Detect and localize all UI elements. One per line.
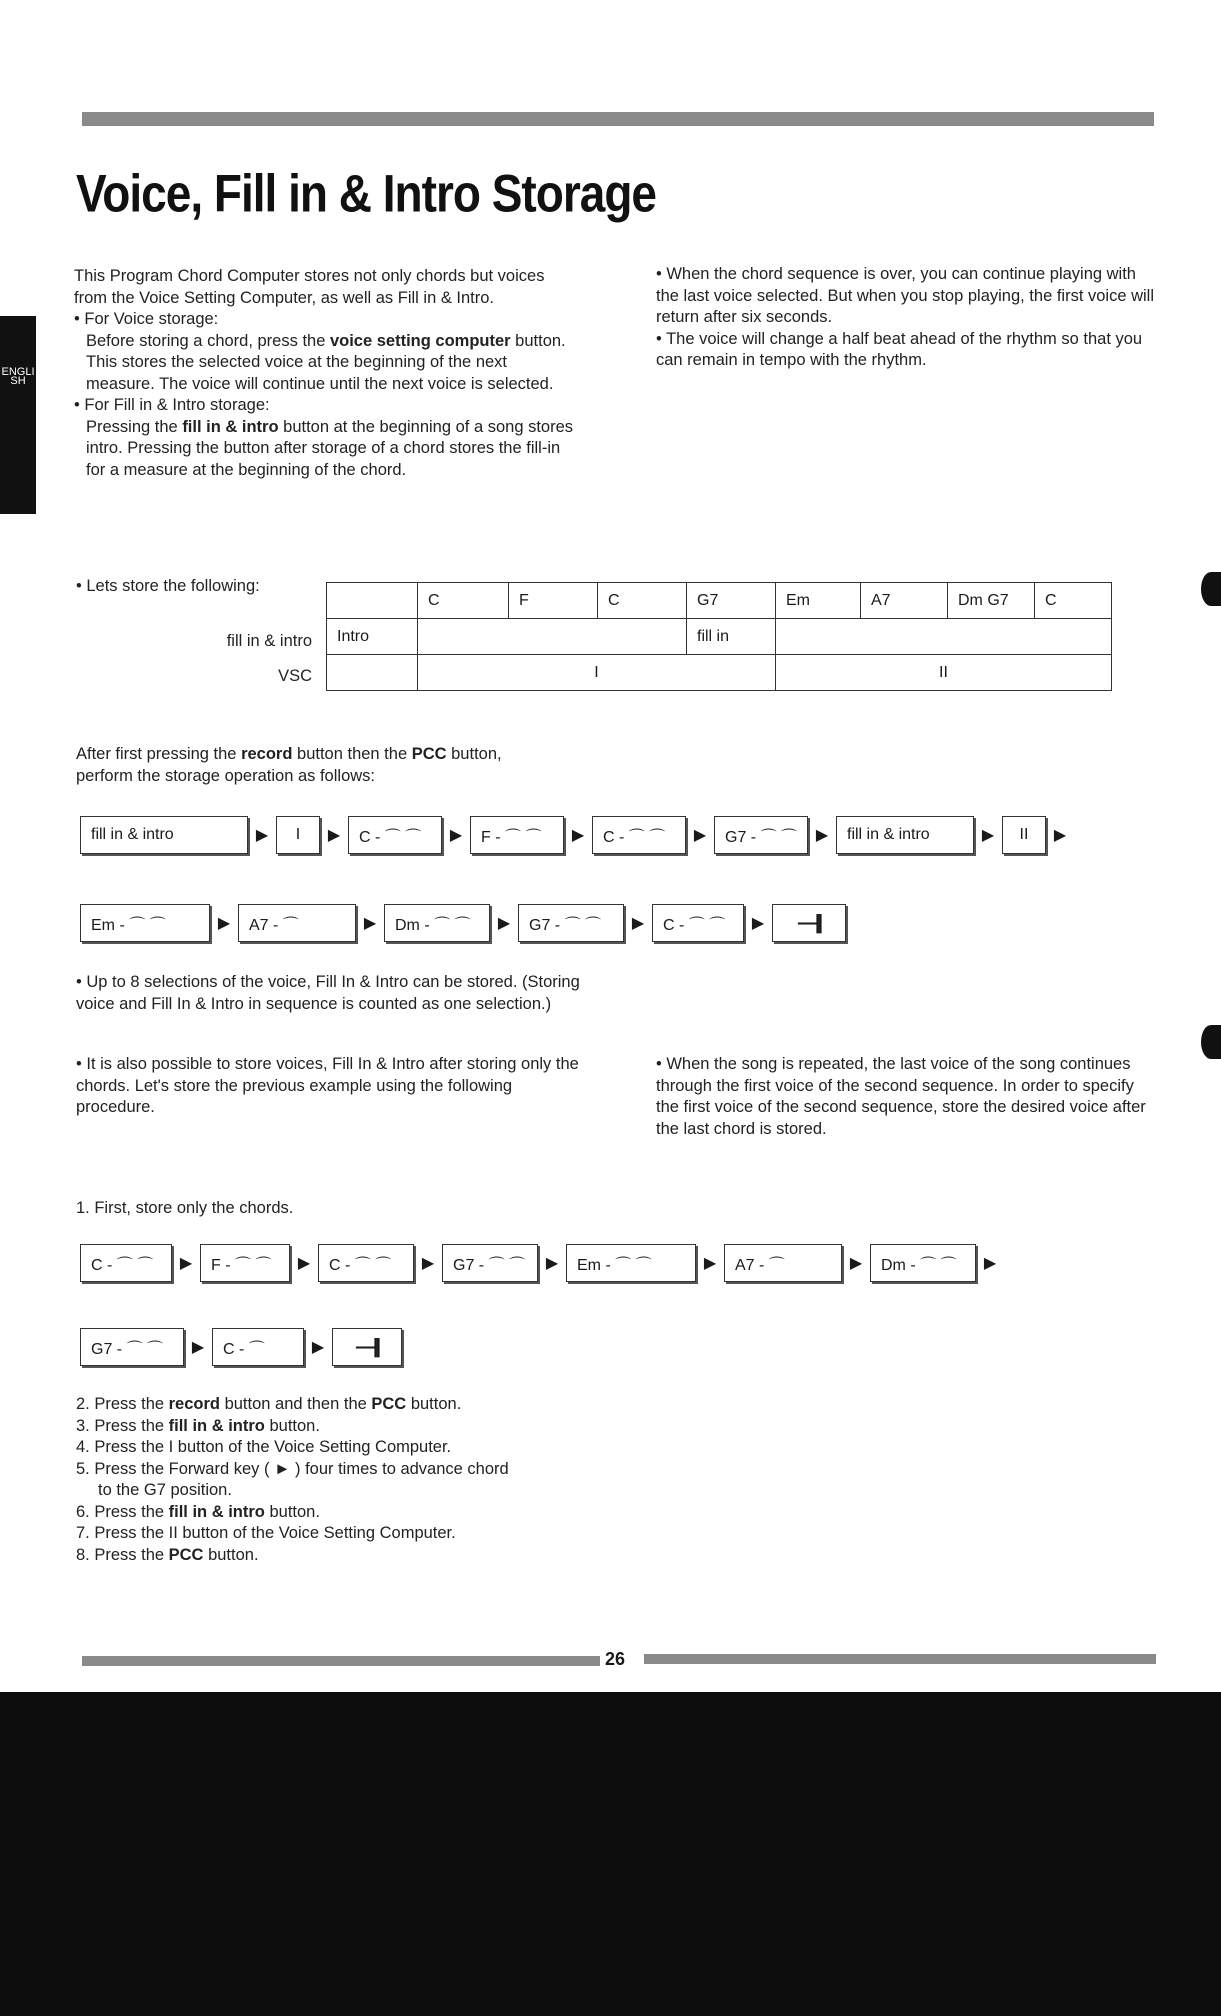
table-cell-vsc-i: I — [418, 655, 776, 691]
voice-change-note: • The voice will change a half beat ahead of the rhythm so that you can remain in tempo with the rhythm. — [656, 329, 1143, 369]
flow-sequence-2b — [80, 1328, 402, 1366]
chord-sequence-note: • When the chord sequence is over, you can continue playing with the last voice selected. But when you stop playing, the first voice will return after six seconds. — [656, 265, 1155, 326]
flow-box: II — [1002, 816, 1046, 854]
flow-box: C - ⌒ ⌒ — [348, 816, 442, 854]
flow-box: Dm - ⌒ ⌒ — [870, 1244, 976, 1282]
voice-storage-heading: • For Voice storage: — [74, 310, 219, 328]
flow-box: C - ⌒ ⌒ — [652, 904, 744, 942]
arrow-right-icon: ▶ — [421, 1255, 435, 1272]
arrow-right-icon: ▶ — [571, 827, 585, 844]
storage-limit-note: • Up to 8 selections of the voice, Fill In & Intro can be stored. (Storing voice and Fill In & Intro in sequence is counted as one selection.) — [76, 973, 580, 1013]
step-8: 8. Press the PCC button. — [76, 1545, 259, 1564]
flow-box: A7 - ⌒ — [238, 904, 356, 942]
page-title: Voice, Fill in & Intro Storage — [76, 163, 656, 223]
arrow-right-icon: ▶ — [217, 915, 231, 932]
flow-box: A7 - ⌒ — [724, 1244, 842, 1282]
table-row — [327, 583, 1112, 619]
scan-border — [0, 1692, 1221, 2016]
fill-intro-storage-text: Pressing the fill in & intro button at the beginning of a song stores intro. Pressing the button after storage of a chord stores the fill-in for a measure at the beginning of the chord. — [86, 417, 574, 479]
arrow-right-icon: ▶ — [631, 915, 645, 932]
flow-sequence-1a — [80, 816, 1074, 854]
binding-hole-mark — [1201, 572, 1221, 606]
flow-box: C - ⌒ ⌒ — [318, 1244, 414, 1282]
arrow-right-icon: ▶ — [363, 915, 377, 932]
flow-box: fill in & intro — [836, 816, 974, 854]
procedure-intro-text: After first pressing the record button then the PCC button, perform the storage operation as follows: — [76, 745, 502, 785]
arrow-right-icon: ▶ — [849, 1255, 863, 1272]
arrow-right-icon: ▶ — [497, 915, 511, 932]
table-cell — [418, 619, 687, 655]
arrow-right-icon: ▶ — [297, 1255, 311, 1272]
table-cell-intro: Intro — [327, 619, 418, 655]
row-label-fill-intro: fill in & intro — [226, 632, 312, 650]
table-cell: A7 — [861, 583, 948, 619]
forward-key-icon: ► — [274, 1459, 291, 1478]
arrow-right-icon: ▶ — [1053, 827, 1067, 844]
table-cell: Dm G7 — [948, 583, 1035, 619]
steps-list — [76, 1394, 696, 1566]
arrow-right-icon: ▶ — [255, 827, 269, 844]
voice-storage-text: Before storing a chord, press the voice setting computer button. This stores the selected voice at the beginning of the next measure. The voice will continue until the next voice is selected. — [86, 331, 566, 393]
step-3: 3. Press the fill in & intro button. — [76, 1416, 320, 1435]
arrow-right-icon: ▶ — [703, 1255, 717, 1272]
post-storage-note: • It is also possible to store voices, Fill In & Intro after storing only the chords. Let's store the previous example using the following procedure. — [76, 1055, 579, 1116]
table-cell: C — [1035, 583, 1112, 619]
arrow-right-icon: ▶ — [983, 1255, 997, 1272]
flow-box: G7 - ⌒ ⌒ — [80, 1328, 184, 1366]
arrow-right-icon: ▶ — [191, 1339, 205, 1356]
intro-column-left — [74, 266, 576, 481]
top-rule — [82, 112, 1154, 126]
intro-column-right — [656, 264, 1158, 372]
flow-sequence-2a — [80, 1244, 1004, 1282]
flow-box: C - ⌒ ⌒ — [592, 816, 686, 854]
page-number: 26 — [605, 1649, 626, 1669]
intro-paragraph: This Program Chord Computer stores not only chords but voices from the Voice Setting Computer, as well as Fill in & Intro. — [74, 267, 545, 307]
table-row — [327, 655, 1112, 691]
table-cell: F — [509, 583, 598, 619]
arrow-right-icon: ▶ — [693, 827, 707, 844]
flow-sequence-1b — [80, 904, 846, 942]
table-cell: Em — [776, 583, 861, 619]
end-mark-box: —|| — [772, 904, 846, 942]
step-2: 2. Press the record button and then the PCC button. — [76, 1395, 462, 1413]
step-7: 7. Press the II button of the Voice Setting Computer. — [76, 1524, 456, 1542]
flow-box: Em - ⌒ ⌒ — [80, 904, 210, 942]
arrow-right-icon: ▶ — [815, 827, 829, 844]
bottom-rule-right — [644, 1654, 1156, 1664]
table-cell-fill-in: fill in — [687, 619, 776, 655]
end-mark-box: —|| — [332, 1328, 402, 1366]
flow-box: Dm - ⌒ ⌒ — [384, 904, 490, 942]
flow-box: C - ⌒ ⌒ — [80, 1244, 172, 1282]
arrow-right-icon: ▶ — [179, 1255, 193, 1272]
flow-box: C - ⌒ — [212, 1328, 304, 1366]
fill-intro-storage-heading: • For Fill in & Intro storage: — [74, 396, 270, 414]
step-6: 6. Press the fill in & intro button. — [76, 1502, 320, 1521]
arrow-right-icon: ▶ — [751, 915, 765, 932]
storage-table — [326, 582, 1112, 691]
arrow-right-icon: ▶ — [449, 827, 463, 844]
table-cell-vsc-ii: II — [776, 655, 1112, 691]
step-4: 4. Press the I button of the Voice Setting Computer. — [76, 1438, 452, 1456]
arrow-right-icon: ▶ — [981, 827, 995, 844]
step-1: 1. First, store only the chords. — [76, 1199, 294, 1217]
flow-box: F - ⌒ ⌒ — [200, 1244, 290, 1282]
flow-box: fill in & intro — [80, 816, 248, 854]
binding-hole-mark — [1201, 1025, 1221, 1059]
table-cell — [776, 619, 1112, 655]
flow-box: Em - ⌒ ⌒ — [566, 1244, 696, 1282]
flow-box: G7 - ⌒ ⌒ — [518, 904, 624, 942]
table-cell — [327, 583, 418, 619]
table-cell: G7 — [687, 583, 776, 619]
table-cell: C — [598, 583, 687, 619]
flow-box: G7 - ⌒ ⌒ — [442, 1244, 538, 1282]
table-row — [327, 619, 1112, 655]
flow-box: F - ⌒ ⌒ — [470, 816, 564, 854]
flow-box: I — [276, 816, 320, 854]
arrow-right-icon: ▶ — [327, 827, 341, 844]
language-side-tab: ENGLISH — [0, 316, 36, 514]
arrow-right-icon: ▶ — [545, 1255, 559, 1272]
step-5-cont: to the G7 position. — [98, 1481, 232, 1499]
table-lead-text: • Lets store the following: — [76, 577, 260, 595]
bottom-rule-left — [82, 1656, 600, 1666]
flow-box: G7 - ⌒ ⌒ — [714, 816, 808, 854]
row-label-vsc: VSC — [278, 667, 312, 685]
table-cell — [327, 655, 418, 691]
song-repeat-note: • When the song is repeated, the last voice of the song continues through the first voice of the second sequence. In order to specify the first voice of the second sequence, store the desired voice after the last chord is stored. — [656, 1055, 1146, 1138]
step-5: 5. Press the Forward key ( ► ) four times to advance chord — [76, 1459, 509, 1478]
table-cell: C — [418, 583, 509, 619]
arrow-right-icon: ▶ — [311, 1339, 325, 1356]
